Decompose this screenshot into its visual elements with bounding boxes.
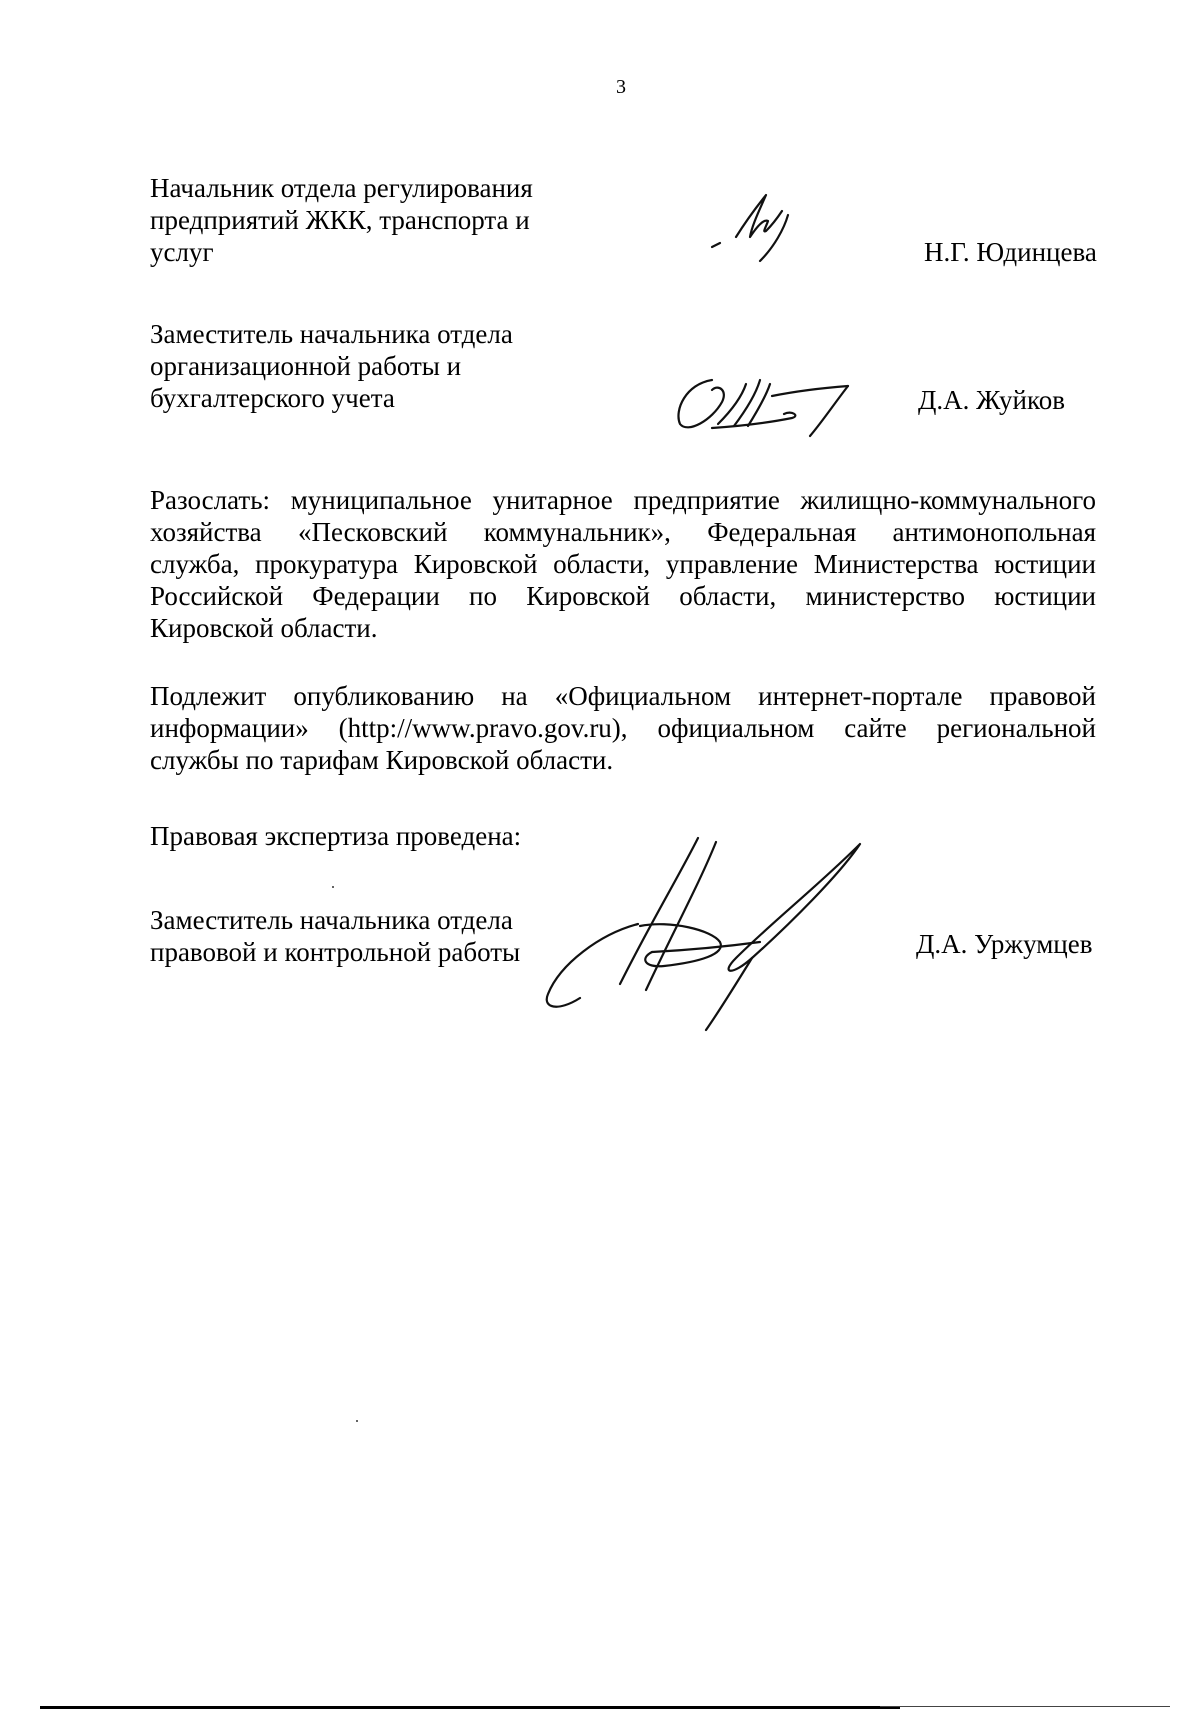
position-line: Заместитель начальника отдела: [150, 319, 513, 349]
signatory-2-position: [150, 318, 590, 414]
distribution-line: служба, прокуратура Кировской области, управление Министерства юстиции: [150, 549, 1096, 579]
scan-speck: [356, 1420, 358, 1422]
signature-1: [700, 185, 840, 265]
position-line: организационной работы и: [150, 351, 462, 381]
publication-line: службы по тарифам Кировской области.: [150, 745, 614, 775]
distribution-paragraph: [150, 484, 1096, 644]
position-line: Начальник отдела регулирования: [150, 173, 533, 203]
publication-line: информации» (http://www.pravo.gov.ru), официальном сайте региональной: [150, 713, 1096, 743]
signature-3: [540, 834, 880, 1034]
position-line: Заместитель начальника отдела: [150, 905, 513, 935]
signature-2: [672, 370, 882, 440]
position-line: бухгалтерского учета: [150, 383, 395, 413]
position-line: правовой и контрольной работы: [150, 937, 521, 967]
distribution-line: Разослать: муниципальное унитарное предприятие жилищно-коммунального: [150, 485, 1096, 515]
position-line: услуг: [150, 237, 214, 267]
page-number: 3: [616, 76, 626, 98]
signatory-1-position: [150, 172, 590, 268]
legal-review-name: Д.А. Уржумцев: [916, 929, 1093, 959]
signatory-1-name: Н.Г. Юдинцева: [924, 237, 1097, 267]
distribution-line: Российской Федерации по Кировской области, министерство юстиции: [150, 581, 1096, 611]
signatory-2-name: Д.А. Жуйков: [918, 385, 1065, 415]
publication-line: Подлежит опубликованию на «Официальном интернет-портале правовой: [150, 681, 1096, 711]
publication-paragraph: [150, 680, 1096, 776]
bottom-scan-edge: [40, 1706, 900, 1709]
distribution-line: хозяйства «Песковский коммунальник», Федеральная антимонопольная: [150, 517, 1096, 547]
legal-review-header: Правовая экспертиза проведена:: [150, 821, 522, 851]
scan-speck: [332, 886, 334, 888]
bottom-scan-edge-tail: [880, 1706, 1170, 1707]
distribution-line: Кировской области.: [150, 613, 378, 643]
position-line: предприятий ЖКК, транспорта и: [150, 205, 530, 235]
legal-review-position: [150, 904, 590, 968]
